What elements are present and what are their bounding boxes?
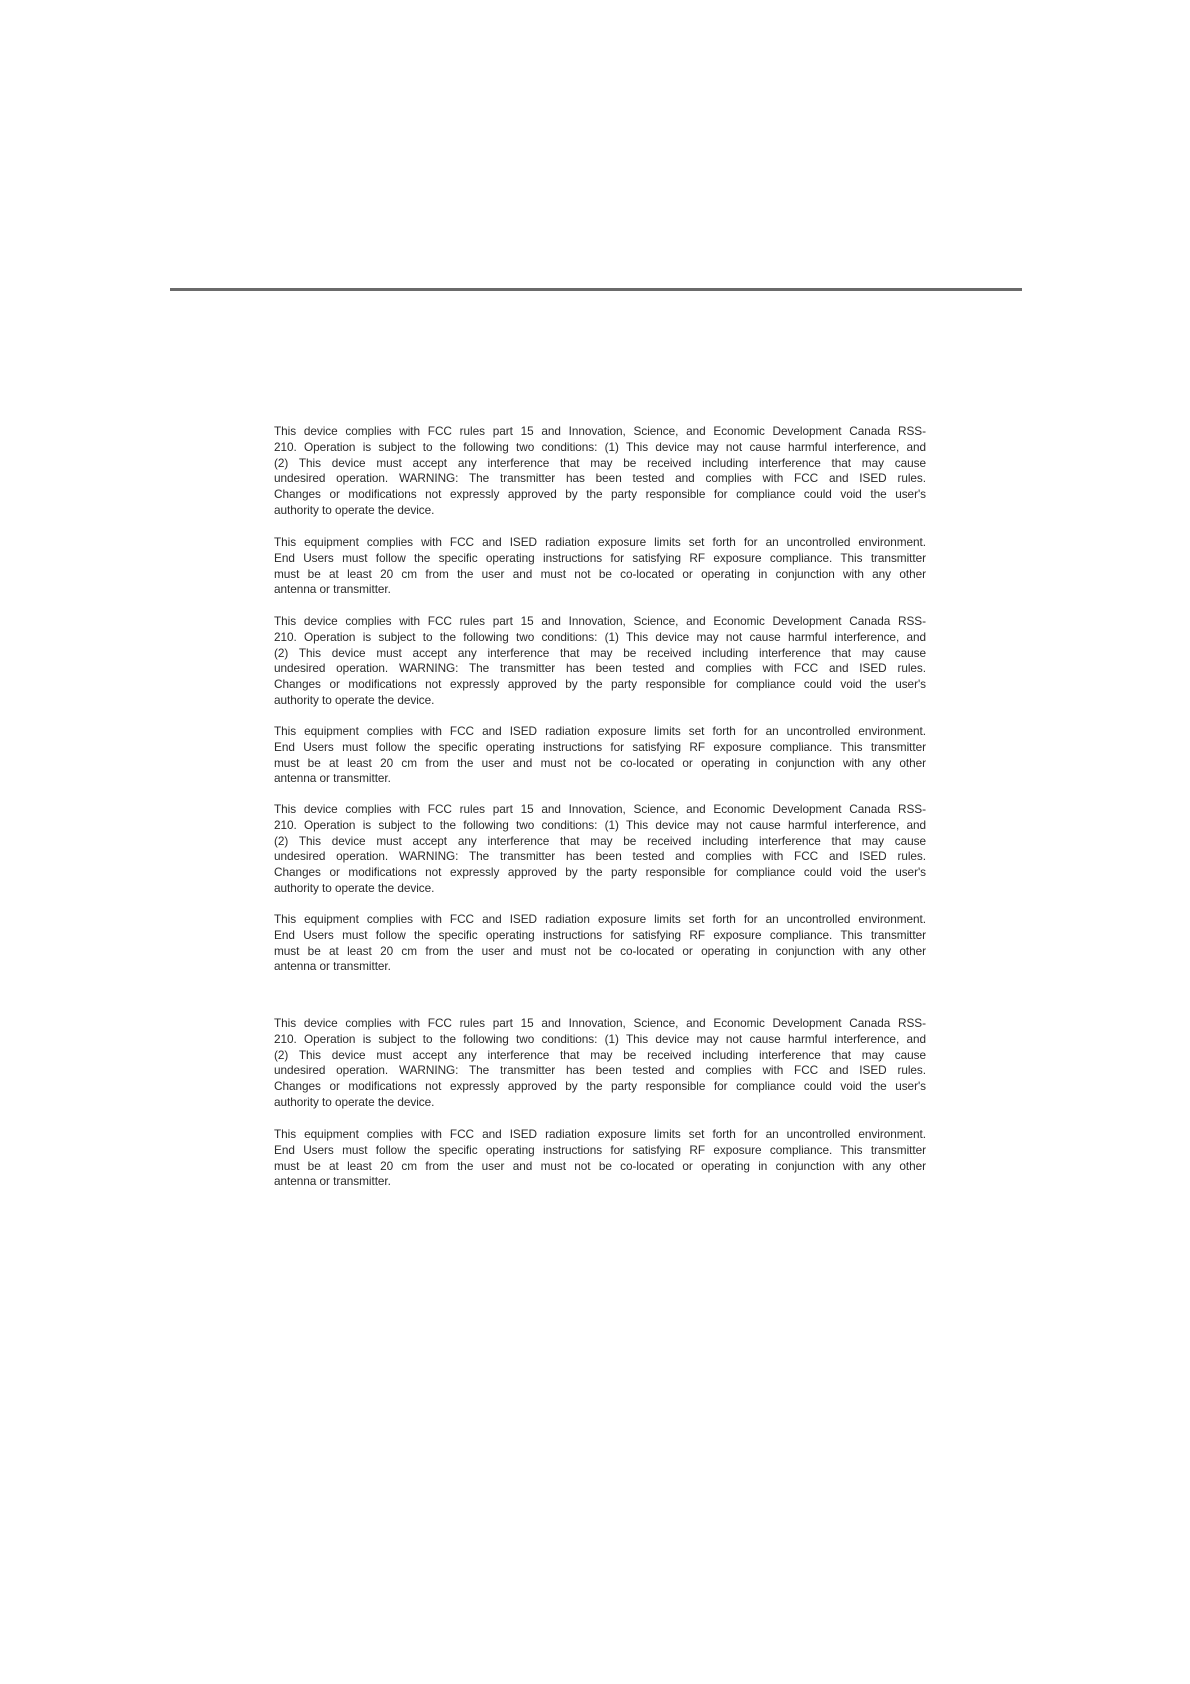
paragraph-line: undesired operation. WARNING: The transmitter has been tested and complies with FCC and ISED rules. — [274, 1063, 926, 1078]
paragraph-line: This device complies with FCC rules part 15 and Innovation, Science, and Economic Development Canada RSS- — [274, 424, 926, 438]
paragraph-line: authority to operate the device. — [274, 880, 435, 895]
paragraph-line: This equipment complies with FCC and ISED radiation exposure limits set forth for an uncontrolled environment. — [274, 724, 926, 738]
paragraph-line: 210. Operation is subject to the following two conditions: (1) This device may not cause harmful interference, and — [274, 817, 926, 832]
rf-exposure-paragraph — [274, 724, 926, 787]
paragraph-line: authority to operate the device. — [274, 1094, 435, 1109]
paragraph-line: antenna or transmitter. — [274, 1174, 391, 1189]
rf-exposure-paragraph — [274, 912, 926, 975]
rf-exposure-paragraph — [274, 535, 926, 598]
paragraph-line: End Users must follow the specific operating instructions for satisfying RF exposure compliance. This transmitter — [274, 927, 926, 942]
paragraph-line: 210. Operation is subject to the following two conditions: (1) This device may not cause harmful interference, and — [274, 629, 926, 644]
paragraph-line: This device complies with FCC rules part 15 and Innovation, Science, and Economic Development Canada RSS- — [274, 1016, 926, 1030]
paragraph-line: antenna or transmitter. — [274, 771, 391, 786]
paragraph-line: This equipment complies with FCC and ISED radiation exposure limits set forth for an uncontrolled environment. — [274, 912, 926, 926]
paragraph-line: must be at least 20 cm from the user and must not be co-located or operating in conjunction with any other — [274, 755, 926, 770]
paragraph-line: undesired operation. WARNING: The transmitter has been tested and complies with FCC and ISED rules. — [274, 661, 926, 676]
paragraph-line: 210. Operation is subject to the following two conditions: (1) This device may not cause harmful interference, and — [274, 439, 926, 454]
paragraph-line: This device complies with FCC rules part 15 and Innovation, Science, and Economic Development Canada RSS- — [274, 614, 926, 628]
fcc-compliance-paragraph — [274, 802, 926, 897]
paragraph-line: Changes or modifications not expressly approved by the party responsible for compliance could void the user's — [274, 677, 926, 692]
paragraph-line: must be at least 20 cm from the user and must not be co-located or operating in conjunction with any other — [274, 943, 926, 958]
paragraph-line: antenna or transmitter. — [274, 582, 391, 597]
paragraph-line: 210. Operation is subject to the following two conditions: (1) This device may not cause harmful interference, and — [274, 1031, 926, 1046]
paragraph-line: (2) This device must accept any interference that may be received including interference that may cause — [274, 1047, 926, 1062]
paragraph-line: must be at least 20 cm from the user and must not be co-located or operating in conjunction with any other — [274, 566, 926, 581]
paragraph-line: This equipment complies with FCC and ISED radiation exposure limits set forth for an uncontrolled environment. — [274, 1127, 926, 1141]
paragraph-line: Changes or modifications not expressly approved by the party responsible for compliance could void the user's — [274, 865, 926, 880]
paragraph-line: (2) This device must accept any interference that may be received including interference that may cause — [274, 455, 926, 470]
header-divider — [170, 288, 1022, 291]
paragraph-line: undesired operation. WARNING: The transmitter has been tested and complies with FCC and ISED rules. — [274, 849, 926, 864]
paragraph-line: authority to operate the device. — [274, 692, 435, 707]
paragraph-line: This device complies with FCC rules part 15 and Innovation, Science, and Economic Development Canada RSS- — [274, 802, 926, 816]
paragraph-line: End Users must follow the specific operating instructions for satisfying RF exposure compliance. This transmitter — [274, 1142, 926, 1157]
fcc-compliance-paragraph — [274, 1016, 926, 1111]
paragraph-line: Changes or modifications not expressly approved by the party responsible for compliance could void the user's — [274, 487, 926, 502]
rf-exposure-paragraph — [274, 1127, 926, 1190]
fcc-compliance-paragraph — [274, 424, 926, 519]
paragraph-line: authority to operate the device. — [274, 502, 435, 517]
paragraph-line: End Users must follow the specific operating instructions for satisfying RF exposure compliance. This transmitter — [274, 739, 926, 754]
paragraph-line: must be at least 20 cm from the user and must not be co-located or operating in conjunction with any other — [274, 1158, 926, 1173]
fcc-compliance-paragraph — [274, 614, 926, 709]
paragraph-line: (2) This device must accept any interference that may be received including interference that may cause — [274, 833, 926, 848]
paragraph-line: antenna or transmitter. — [274, 959, 391, 974]
paragraph-line: This equipment complies with FCC and ISED radiation exposure limits set forth for an uncontrolled environment. — [274, 535, 926, 549]
paragraph-line: (2) This device must accept any interference that may be received including interference that may cause — [274, 645, 926, 660]
paragraph-line: End Users must follow the specific operating instructions for satisfying RF exposure compliance. This transmitter — [274, 550, 926, 565]
paragraph-line: undesired operation. WARNING: The transmitter has been tested and complies with FCC and ISED rules. — [274, 471, 926, 486]
paragraph-line: Changes or modifications not expressly approved by the party responsible for compliance could void the user's — [274, 1079, 926, 1094]
